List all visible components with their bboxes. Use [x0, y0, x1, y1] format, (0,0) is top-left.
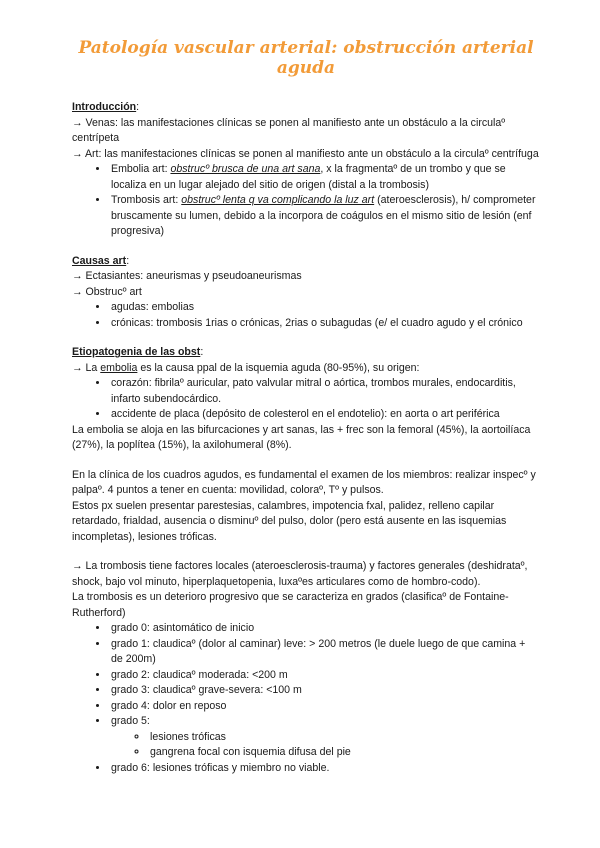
list-item-text: , x la fragmentaº de un trombo y que se localiza en un lugar alejado del sitio de origen (distal a la trombosis) — [111, 163, 506, 191]
section-heading: Introducción — [72, 101, 137, 113]
list-item — [109, 162, 540, 193]
list-item — [109, 714, 540, 761]
paragraph-art: → Art: las manifestaciones clínicas se ponen al manifiesto ante un obstáculo a la circulaº centrífuga — [72, 147, 539, 160]
list-item — [109, 193, 540, 240]
underlined-text: obstrucº lenta q va complicando la luz art — [181, 194, 375, 206]
list-item-text: grado 5: — [111, 715, 150, 727]
section-heading: Causas art — [72, 254, 127, 267]
sublist-item: ◦ gangrena focal con isquemia difusa del pie — [148, 745, 540, 761]
section-heading-line: Etiopatogenia de las obst: — [72, 346, 204, 358]
text-span: es la causa ppal de la isquemia aguda (80-95%), su origen: — [137, 361, 420, 374]
list-item: • crónicas: trombosis 1rias o crónicas, 2rias o subagudas (e/ el cuadro agudo y el crónico — [109, 316, 540, 332]
paragraph-sintomas: Estos px suelen presentar parestesias, calambres, impotencia fxal, palidez, relleno capilar retardado, frialdad, ausencia o disminuº del pulso, dolor (pero está ausente en las isquemias incompletas), lesiones tróficas. — [72, 499, 507, 543]
document-title: Patología vascular arterial: obstrucción arterial aguda — [78, 38, 534, 78]
section-heading-line: Introducción: — [72, 101, 140, 113]
origen-list — [72, 376, 540, 423]
underlined-text: embolia — [100, 361, 138, 374]
paragraph-obstruc: → Obstrucº art — [72, 285, 142, 298]
list-item: • grado 0: asintomático de inicio — [109, 621, 540, 637]
list-item-text: Trombosis art: — [111, 194, 182, 206]
paragraph-clinica: En la clínica de los cuadros agudos, es fundamental el examen de los miembros: realizar inspecº y palpaº. 4 puntos a tener en cuenta: movilidad, coloraº, Tº y pulsos. — [72, 468, 536, 496]
list-item-text: Embolia art: — [111, 163, 171, 175]
list-item: • grado 4: dolor en reposo — [109, 699, 540, 715]
section-causas — [72, 254, 540, 332]
list-item: • grado 6: lesiones tróficas y miembro no viable. — [109, 761, 540, 777]
section-introduccion — [72, 100, 540, 240]
paragraph-grados: La trombosis es un deterioro progresivo que se caracteriza en grados (clasificaº de Fontaine-Rutherford) — [72, 591, 509, 619]
list-item: • agudas: embolias — [109, 300, 540, 316]
list-item-text: (ateroesclerosis), h/ comprometer bruscamente su lumen, debido a la incorpora de coágulos en el mismo sitio de lesión (enf progresiva) — [111, 194, 536, 237]
text-span: → La — [72, 361, 101, 374]
paragraph-localizacion: La embolia se aloja en las bifurcaciones y art sanas, las + frec son la femoral (45%), la aortoilíaca (27%), la poplítea (15%), la axilohumeral (8%). — [72, 423, 531, 451]
causas-list — [72, 300, 540, 331]
grados-list — [72, 621, 540, 776]
spacer — [72, 331, 540, 345]
spacer — [72, 240, 540, 254]
paragraph-venas: → Venas: las manifestaciones clínicas se ponen al manifiesto ante un obstáculo a la circulaº centrípeta — [72, 116, 506, 144]
list-item: • grado 3: claudicaº grave-severa: <100 m — [109, 683, 540, 699]
spacer — [72, 454, 540, 468]
section-heading: Etiopatogenia de las obst — [72, 346, 201, 358]
paragraph-embolia — [72, 361, 540, 377]
intro-list — [72, 162, 540, 240]
list-item: • grado 1: claudicaº (dolor al caminar) leve: > 200 metros (le duele luego de que camina + de 200m) — [109, 637, 540, 668]
list-item: • accidente de placa (depósito de colesterol en el endotelio): en aorta o art periférica — [109, 407, 540, 423]
list-item: • corazón: fibrilaº auricular, pato valvular mitral o aórtica, trombos murales, endocarditis, infarto subendocárdico. — [109, 376, 540, 407]
list-item: • grado 2: claudicaº moderada: <200 m — [109, 668, 540, 684]
section-heading-line: Causas art: — [72, 254, 130, 267]
paragraph-ectasiantes: → Ectasiantes: aneurismas y pseudoaneurismas — [72, 270, 302, 282]
spacer — [72, 545, 540, 559]
underlined-text: obstrucº brusca de una art sana — [170, 163, 321, 175]
grado5-sublist — [111, 730, 540, 761]
sublist-item: ◦ lesiones tróficas — [148, 730, 540, 746]
paragraph-trombosis: → La trombosis tiene factores locales (ateroesclerosis-trauma) y factores generales (deshidrataº, shock, bajo vol minuto, hiperplaquetopenia, luxaºes articulares como de hombro-codo). — [72, 560, 528, 588]
section-etiopatogenia — [72, 345, 540, 776]
